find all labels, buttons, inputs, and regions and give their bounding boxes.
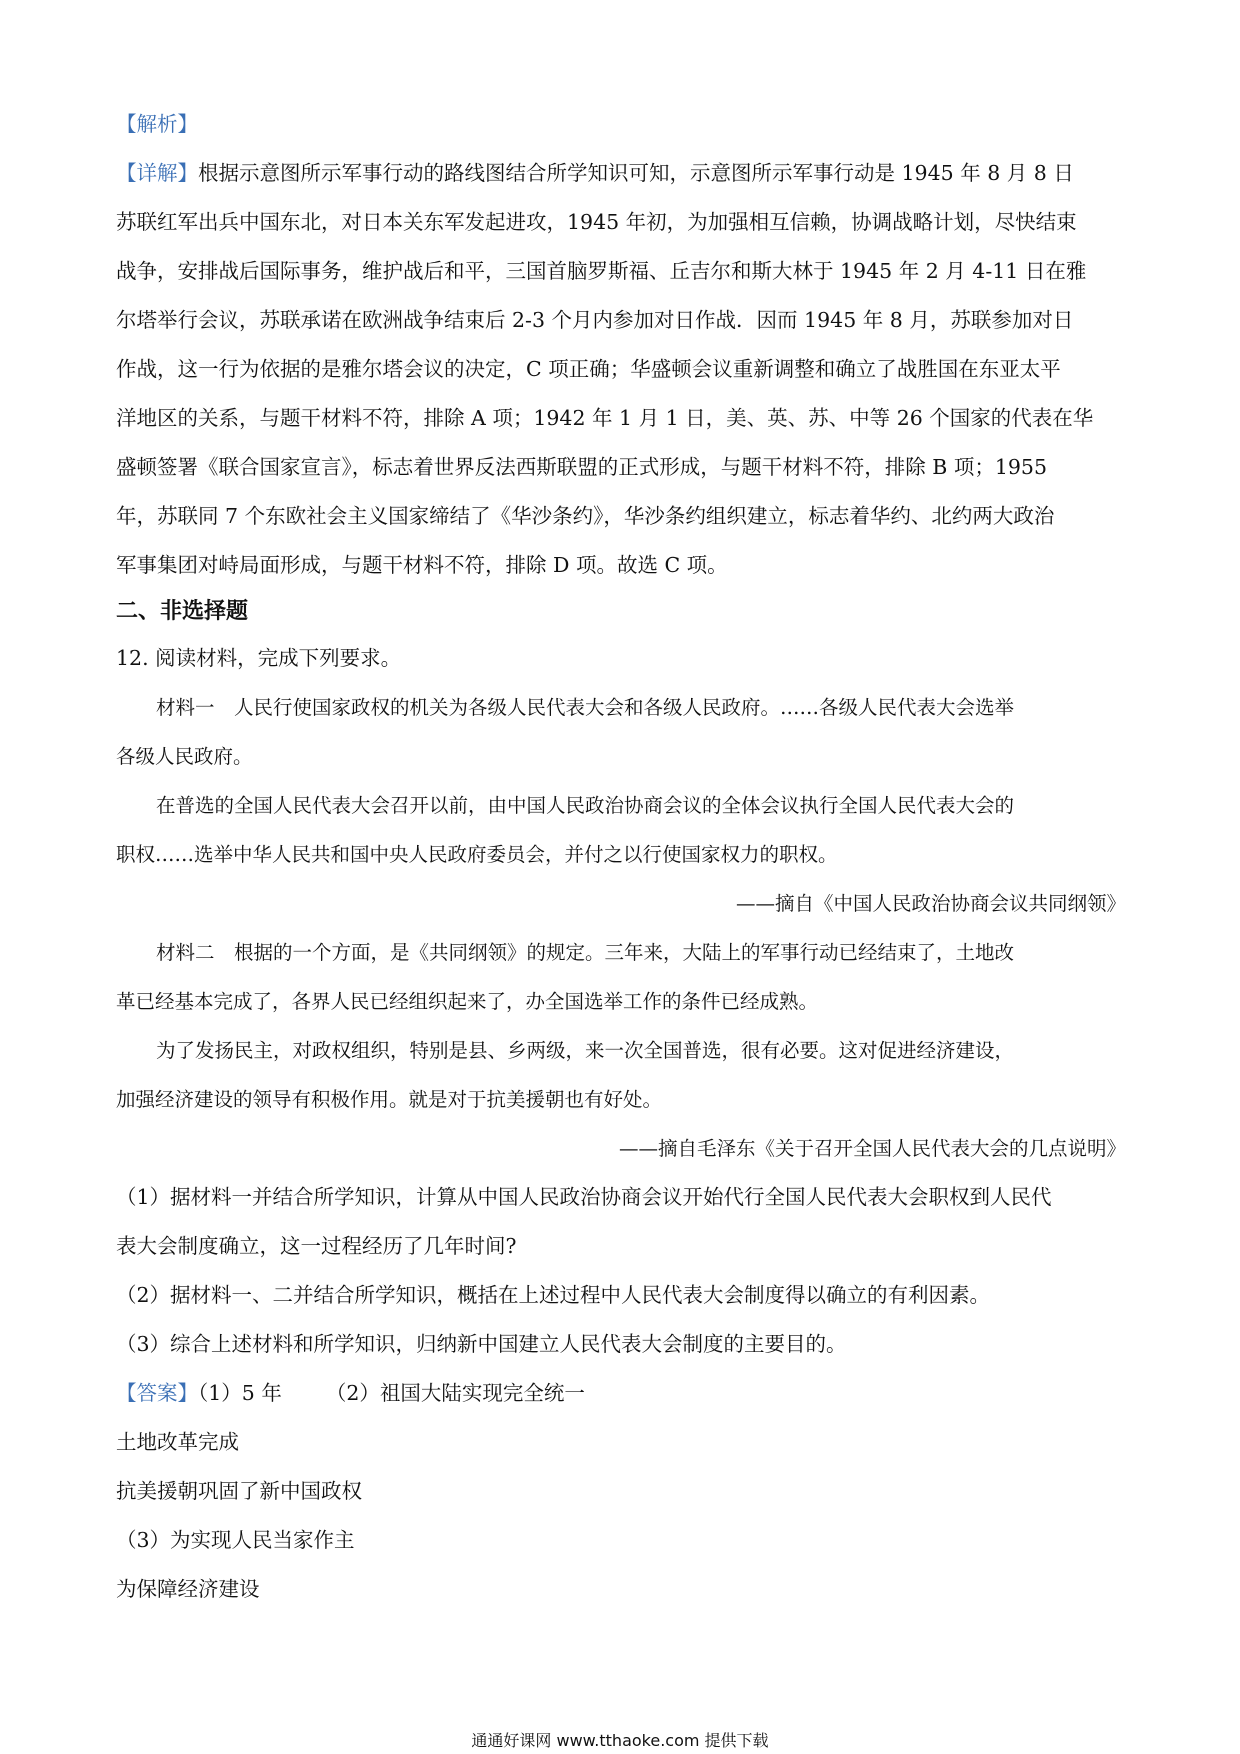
material2-source: ——摘自毛泽东《关于召开全国人民代表大会的几点说明》 xyxy=(618,1137,1126,1160)
question-stem: 12. 阅读材料，完成下列要求。 xyxy=(116,646,402,670)
analysis-line-6: 洋地区的关系，与题干材料不符，排除 A 项；1942 年 1 月 1 日，美、英、苏、中等 26 个国家的代表在华 xyxy=(116,406,1094,430)
material1-line-2: 各级人民政府。 xyxy=(116,745,253,768)
analysis-line-2: 苏联红军出兵中国东北，对日本关东军发起进攻，1945 年初，为加强相互信赖，协调战略计划，尽快结束 xyxy=(116,210,1077,234)
sub-question-2: （2）据材料一、二并结合所学知识，概括在上述过程中人民代表大会制度得以确立的有利因素。 xyxy=(116,1283,991,1307)
material2-line-1: 材料二 根据的一个方面，是《共同纲领》的规定。三年来，大陆上的军事行动已经结束了，土地改 xyxy=(156,941,1015,964)
answer-line-4: （3）为实现人民当家作主 xyxy=(116,1528,355,1552)
material1-line-1: 材料一 人民行使国家政权的机关为各级人民代表大会和各级人民政府。……各级人民代表大会选举 xyxy=(156,696,1015,719)
material2-line-2: 革已经基本完成了，各界人民已经组织起来了，办全国选举工作的条件已经成熟。 xyxy=(116,990,819,1013)
material1-line-3: 在普选的全国人民代表大会召开以前，由中国人民政治协商会议的全体会议执行全国人民代表大会的 xyxy=(156,794,1015,817)
sub-question-3: （3）综合上述材料和所学知识，归纳新中国建立人民代表大会制度的主要目的。 xyxy=(116,1332,847,1356)
material1-source: ——摘自《中国人民政治协商会议共同纲领》 xyxy=(735,892,1126,915)
analysis-line-8: 年，苏联同 7 个东欧社会主义国家缔结了《华沙条约》，华沙条约组织建立，标志着华约、北约两大政治 xyxy=(116,504,1055,528)
answer-label: 【答案】 xyxy=(116,1381,198,1405)
sub-question-1b: 表大会制度确立，这一过程经历了几年时间? xyxy=(116,1234,517,1258)
answer-2-first: （2）祖国大陆实现完全统一 xyxy=(325,1381,585,1405)
material2-line-4: 加强经济建设的领导有积极作用。就是对于抗美援朝也有好处。 xyxy=(116,1088,663,1111)
sub-question-1a: （1）据材料一并结合所学知识，计算从中国人民政治协商会议开始代行全国人民代表大会职权到人民代 xyxy=(116,1185,1052,1209)
section-heading: 二、非选择题 xyxy=(116,599,249,624)
analysis-text-1: 根据示意图所示军事行动的路线图结合所学知识可知，示意图所示军事行动是 1945 年 8 月 8 日 xyxy=(198,161,1074,185)
answer-line-3: 抗美援朝巩固了新中国政权 xyxy=(116,1479,362,1503)
material1-line-4: 职权……选举中华人民共和国中央人民政府委员会，并付之以行使国家权力的职权。 xyxy=(116,843,838,866)
answer-line-2: 土地改革完成 xyxy=(116,1430,239,1454)
detail-label: 【详解】 xyxy=(116,161,198,185)
page-footer: 通通好课网 www.tthaoke.com 提供下载 xyxy=(471,1731,769,1750)
analysis-line-3: 战争，安排战后国际事务，维护战后和平，三国首脑罗斯福、丘吉尔和斯大林于 1945 年 2 月 4-11 日在雅 xyxy=(116,259,1087,283)
answer-1: （1）5 年 xyxy=(198,1381,282,1405)
analysis-line-1 xyxy=(116,149,1126,198)
analysis-line-4: 尔塔举行会议，苏联承诺在欧洲战争结束后 2-3 个月内参加对日作战．因而 1945 年 8 月，苏联参加对日 xyxy=(116,308,1074,332)
document-content xyxy=(116,100,1126,1614)
analysis-label: 【解析】 xyxy=(116,112,198,136)
answer-line-1 xyxy=(116,1369,1126,1418)
analysis-line-9: 军事集团对峙局面形成，与题干材料不符，排除 D 项。故选 C 项。 xyxy=(116,553,728,577)
answer-line-5: 为保障经济建设 xyxy=(116,1577,260,1601)
analysis-line-5: 作战，这一行为依据的是雅尔塔会议的决定，C 项正确；华盛顿会议重新调整和确立了战胜国在东亚太平 xyxy=(116,357,1061,381)
material2-line-3: 为了发扬民主，对政权组织，特别是县、乡两级，来一次全国普选，很有必要。这对促进经济建设， xyxy=(156,1039,1015,1062)
analysis-line-7: 盛顿签署《联合国家宣言》，标志着世界反法西斯联盟的正式形成，与题干材料不符，排除 B 项；1955 xyxy=(116,455,1048,479)
